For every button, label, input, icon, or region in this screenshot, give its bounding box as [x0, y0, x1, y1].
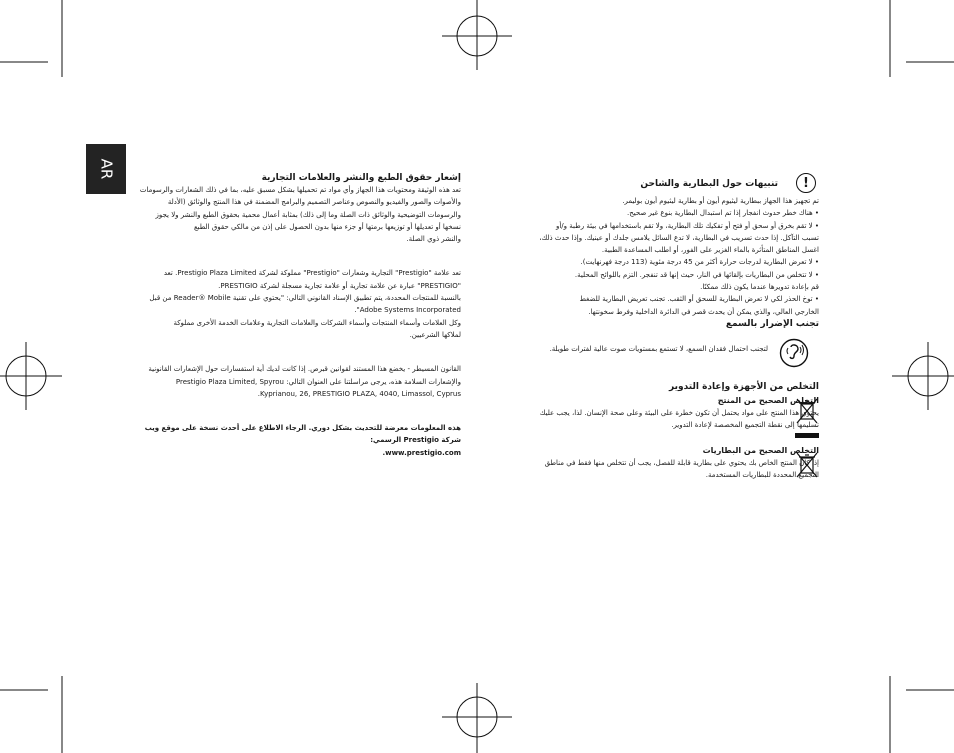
- copyright-title: إشعار حقوق الطبع والنشر والعلامات التجارية: [261, 173, 461, 183]
- hearing-title: تجنب الإضرار بالسمع: [725, 319, 819, 329]
- regulator-line: القانون المسيطر - يخضع هذا المستند لقوانين قبرص. إذا كانت لديك أية استفسارات حول الإشعارات القانونية: [148, 365, 461, 374]
- ear-hearing-icon: [779, 338, 809, 368]
- warning-line: • لا تقم بخرق أو سحق أو فتح أو تفكيك تلك البطارية، ولا تقم باستخدامها في بيئة رطبة و/أو: [555, 221, 819, 230]
- copyright-section: [131, 172, 461, 459]
- underline-bar: [795, 433, 819, 438]
- update-line: هذه المعلومات معرضة للتحديث بشكل دوري. الرجاء الاطلاع على أحدث نسخة على موقع ويب شركة Prestigio الرسمي:: [144, 424, 461, 445]
- disposal-title: التخلص من الأجهزة وإعادة التدوير: [669, 382, 819, 392]
- exclamation-warning-icon: !: [796, 173, 816, 193]
- trademark-line: بالنسبة للمنتجات المحددة، يتم تطبيق الإسناد القانوني التالي: "يحتوي على تقنية Reader® Mobile من قبل: [149, 294, 461, 303]
- copyright-line: والنشر ذوي الصلة.: [406, 235, 461, 244]
- warning-line: • توخ الحذر لكي لا تعرض البطارية للسحق أو الثقب. تجنب تعريض البطارية للضغط: [579, 295, 819, 304]
- warning-line: اغسل المناطق المتأثرة بالماء الغزير على الفور، أو اطلب المساعدة الطبية.: [601, 246, 819, 255]
- crossed-bin-icon: [796, 452, 818, 478]
- battery-warning-title: تنبيهات حول البطارية والشاحن: [640, 179, 778, 189]
- warning-line: • لا تتخلص من البطاريات بإلقائها في النار، حيث إنها قد تنفجر. التزم باللوائح المحلية.: [574, 270, 819, 279]
- copyright-line: والرسومات التوضيحية والوثائق ذات الصلة وما إلى ذلك) بمثابة أعمال محمية بحقوق الطبع والنشر ولا يجوز: [155, 210, 461, 219]
- copyright-line: تعد هذه الوثيقة ومحتويات هذا الجهاز وأي مواد تم تحميلها بشكل مسبق عليه، بما في ذلك الشعارات والرسومات: [139, 186, 461, 194]
- trademark-line: لملاكها الشرعيين.: [409, 330, 461, 339]
- battery-disposal-line: التجميع المحددة للبطاريات المستخدمة.: [705, 471, 819, 480]
- trademark-line: وكل العلامات وأسماء المنتجات وأسماء الشركات والعلامات التجارية وعلامات الخدمة الأخرى مملوكة: [173, 318, 461, 327]
- trademark-line: تعد علامة "Prestigio" التجارية وشعارات "Prestigio" مملوكة لشركة Prestigio Plaza Limited. تعد: [163, 269, 461, 278]
- trademark-line: Adobe Systems Incorporated".: [354, 306, 461, 315]
- regulator-line: والإشعارات السلامة هذه، يرجى مراسلتنا على العنوان التالي: Prestigio Plaza Limited, Spyrou: [175, 377, 461, 386]
- copyright-line: نسخها أو تعديلها أو توزيعها برمتها أو جزء منها بدون الحصول على إذن من مالكي حقوق الطبع: [193, 222, 461, 231]
- warning-line: • لا تعرض البطارية لدرجات حرارة أكثر من 45 درجة مئوية (113 درجة فهرنهايت).: [580, 258, 819, 267]
- regulator-line: Kyprianou, 26, PRESTIGIO PLAZA, 4040, Limassol, Cyprus.: [257, 389, 461, 398]
- warning-line: قم بإعادة تدويرها عندما يكون ذلك ممكنًا.: [700, 283, 819, 292]
- crossed-bin-icon: [796, 398, 818, 424]
- warning-line: الخارجي العالي، والذي يمكن أن يحدث قصر في الدائرة الداخلية وفرط سخونتها.: [588, 307, 819, 316]
- language-tab-label: AR: [97, 158, 115, 180]
- battery-disposal-line: إذا كان المنتج الخاص بك يحتوي على بطارية قابلة للفصل، يجب أن تتخلص منها فقط في مناطق: [544, 459, 819, 467]
- product-disposal-title: التخلص الصحيح من المنتج: [717, 396, 819, 405]
- copyright-line: والأصوات والصور والفيديو والنصوص وعناصر التصميم والبرامج المضمنة في هذا المنتج والوثائق (الأدلة: [167, 198, 461, 207]
- hearing-text: لتجنب احتمال فقدان السمع، لا تستمع بمستويات صوت عالية لفترات طويلة.: [549, 345, 768, 353]
- trademark-line: "PRESTIGIO" عبارة عن علامة تجارية أو علامة تجارية مسجلة لشركة PRESTIGIO.: [218, 281, 461, 290]
- product-disposal-line: تسليمها إلى نقطة التجميع المخصصة لإعادة التدوير.: [671, 421, 819, 430]
- product-disposal-line: يحتوي هذا المنتج على مواد يحتمل أن تكون خطرة على البيئة وعلى صحة الإنسان. لذا، يجب عليك: [539, 409, 819, 417]
- warning-line: تم تجهيز هذا الجهاز ببطارية ليثيوم أيون أو بطارية ليثيوم أيون بوليمر.: [622, 197, 819, 205]
- website-link[interactable]: www.prestigio.com.: [382, 448, 461, 457]
- battery-disposal-title: التخلص الصحيح من البطاريات: [702, 446, 819, 455]
- warning-line: تسبب التآكل. إذا حدث تسريب في البطارية، لا تدع السائل يلامس جلدك أو عينيك. وإذا حدث ذلك،: [539, 233, 819, 242]
- warning-line: • هناك خطر حدوث انفجار إذا تم استبدال البطارية بنوع غير صحيح.: [627, 209, 819, 218]
- language-tab: [86, 144, 126, 194]
